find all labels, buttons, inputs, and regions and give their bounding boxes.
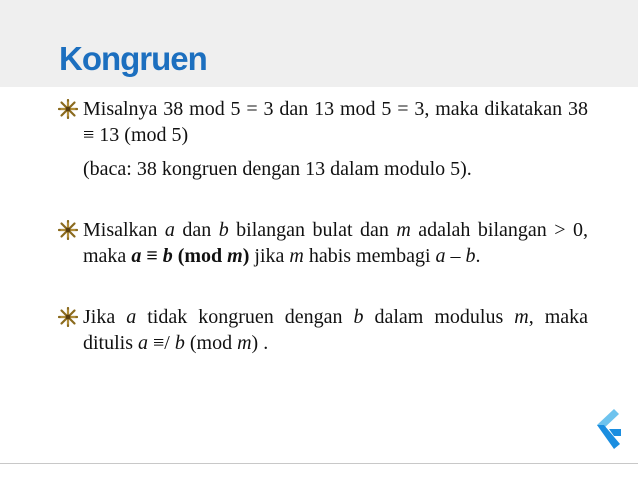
bullet-item <box>58 96 588 182</box>
var-b: b <box>174 332 185 354</box>
bullet-list <box>58 96 588 356</box>
congruence-expression <box>131 245 249 267</box>
var-b: b <box>353 306 364 328</box>
bullet-item <box>58 217 588 269</box>
bullet-item <box>58 304 588 356</box>
congruence-symbol: ≡ <box>141 245 163 267</box>
var-a: a <box>126 306 137 328</box>
var-m: m <box>289 245 304 267</box>
var-a: a <box>164 219 175 241</box>
var-m: m <box>396 219 411 241</box>
var-m: m <box>514 306 529 328</box>
var-b: b <box>218 219 229 241</box>
text-run: , maka ditulis <box>83 306 589 354</box>
bullet-text: Misalnya 38 mod 5 = 3 dan 13 mod 5 = 3, maka dikatakan 38 ≡ 13 (mod 5) <box>83 98 588 146</box>
chevron-logo-icon <box>587 405 627 453</box>
text-run: (mod <box>184 332 238 354</box>
text-run: Misalkan <box>83 219 165 241</box>
star-burst-icon <box>58 307 78 327</box>
text-run: . <box>475 245 481 267</box>
star-burst-icon <box>58 99 78 119</box>
text-run: tidak kongruen dengan <box>136 306 354 328</box>
not-congruent-symbol: ≡/ <box>148 332 175 354</box>
bullet-text <box>83 217 588 269</box>
footer-divider <box>0 463 638 464</box>
text-run: Jika <box>83 306 127 328</box>
bullet-text-note: (baca: 38 kongruen dengan 13 dalam modulo 5). <box>83 158 472 180</box>
bullet-text <box>83 304 588 356</box>
text-run: ) <box>242 245 250 267</box>
text-run: dan <box>174 219 219 241</box>
var-b: b <box>162 245 173 267</box>
text-run: ) . <box>251 332 269 354</box>
text-run: jika <box>249 245 290 267</box>
var-m: m <box>237 332 252 354</box>
text-run: bilangan bulat dan <box>228 219 397 241</box>
var-a-minus-b: a – b <box>435 245 476 267</box>
text-run: adalah bilangan > 0, maka <box>83 219 588 267</box>
var-m: m <box>227 245 243 267</box>
var-a: a <box>138 332 149 354</box>
star-burst-icon <box>58 220 78 240</box>
text-run: habis membagi <box>303 245 436 267</box>
text-run: (mod <box>172 245 228 267</box>
slide-title: Kongruen <box>59 40 207 77</box>
var-a: a <box>131 245 142 267</box>
text-run: dalam modulus <box>363 306 515 328</box>
